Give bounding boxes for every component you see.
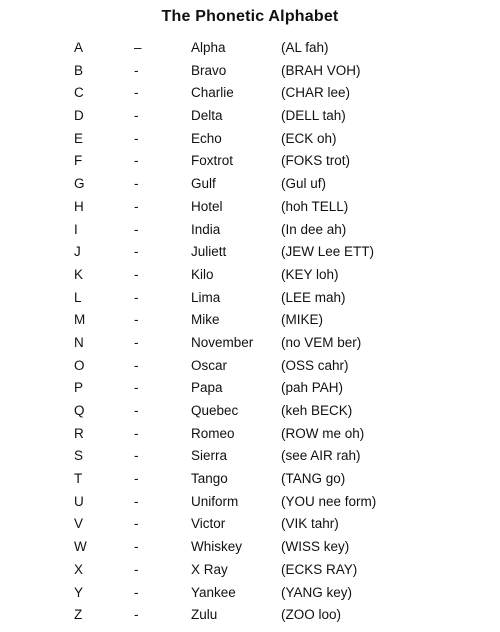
code-word-cell: Oscar [191,357,228,373]
letter-cell: Y [74,584,84,600]
pronunciation-cell: (WISS key) [281,539,350,555]
pronunciation-cell: (ECKS RAY) [281,561,358,577]
pronunciation-cell: (see AIR rah) [281,448,361,464]
dash-separator: - [134,607,139,623]
pronunciation-cell: (VIK tahr) [281,516,339,532]
table-row [0,378,500,401]
letter-cell: V [74,516,84,532]
pronunciation-cell: (ROW me oh) [281,425,365,441]
letter-cell: Z [74,607,83,623]
dash-separator: - [134,425,139,441]
dash-separator: - [134,493,139,509]
page-title: The Phonetic Alphabet [161,8,339,25]
code-word-cell: Sierra [191,448,228,464]
table-row [0,242,500,265]
dash-separator: - [134,539,139,555]
letter-cell: N [74,334,84,350]
letter-cell: M [74,312,86,328]
code-word-cell: Uniform [191,493,239,509]
code-word-cell: Tango [191,471,228,487]
dash-separator: - [134,312,139,328]
code-word-cell: Delta [191,108,223,124]
pronunciation-cell: (DELL tah) [281,108,346,124]
code-word-cell: Hotel [191,198,223,214]
table-row [0,469,500,492]
letter-cell: G [74,176,85,192]
table-row [0,424,500,447]
pronunciation-cell: (keh BECK) [281,403,353,418]
table-row [0,560,500,583]
dash-separator: - [134,130,139,146]
table-row [0,356,500,379]
code-word-cell: Echo [191,130,222,146]
code-word-cell: Quebec [191,403,239,418]
dash-separator: - [134,403,139,418]
phonetic-alphabet-table [0,38,500,628]
table-row [0,220,500,243]
dash-separator: - [134,471,139,487]
letter-cell: B [74,62,84,78]
table-row [0,83,500,106]
table-row [0,514,500,537]
pronunciation-cell: (ECK oh) [281,130,337,146]
table-row [0,151,500,174]
pronunciation-cell: (JEW Lee ETT) [281,244,375,260]
pronunciation-cell: (FOKS trot) [281,153,351,169]
dash-separator: - [134,561,139,577]
table-row [0,605,500,628]
letter-cell: P [74,380,84,396]
code-word-cell: Juliett [191,244,227,260]
dash-separator: - [134,221,139,237]
letter-cell: J [74,244,81,260]
dash-separator: - [134,266,139,282]
dash-separator: - [134,244,139,260]
pronunciation-cell: (AL fah) [281,40,329,55]
letter-cell: A [74,40,84,55]
dash-separator: – [134,40,142,55]
dash-separator: - [134,62,139,78]
code-word-cell: Bravo [191,62,227,78]
code-word-cell: Foxtrot [191,153,234,169]
table-row [0,174,500,197]
code-word-cell: Mike [191,312,220,328]
code-word-cell: Yankee [191,584,236,600]
table-row [0,61,500,84]
code-word-cell: Zulu [191,607,218,623]
table-row [0,492,500,515]
code-word-cell: Papa [191,380,223,396]
dash-separator: - [134,357,139,373]
table-row [0,333,500,356]
letter-cell: F [74,153,83,169]
table-row [0,288,500,311]
code-word-cell: Victor [191,516,226,532]
code-word-cell: Charlie [191,85,234,101]
pronunciation-cell: (YANG key) [281,584,353,600]
code-word-cell: X Ray [191,561,228,577]
pronunciation-cell: (MIKE) [281,312,323,328]
letter-cell: E [74,130,84,146]
dash-separator: - [134,516,139,532]
table-row [0,265,500,288]
pronunciation-cell: (BRAH VOH) [281,62,361,78]
letter-cell: T [74,471,83,487]
pronunciation-cell: (OSS cahr) [281,357,349,373]
dash-separator: - [134,198,139,214]
code-word-cell: Gulf [191,176,216,192]
table-row [0,38,500,61]
table-row [0,537,500,560]
pronunciation-cell: (ZOO loo) [281,607,342,623]
letter-cell: U [74,493,84,509]
code-word-cell: India [191,221,221,237]
letter-cell: R [74,425,84,441]
pronunciation-cell: (no VEM ber) [281,334,362,350]
code-word-cell: November [191,334,254,350]
dash-separator: - [134,334,139,350]
letter-cell: C [74,85,84,101]
code-word-cell: Kilo [191,266,214,282]
letter-cell: W [74,539,87,555]
dash-separator: - [134,448,139,464]
letter-cell: I [74,221,78,237]
pronunciation-cell: (Gul uf) [281,176,327,192]
code-word-cell: Whiskey [191,539,243,555]
table-row [0,583,500,606]
letter-cell: O [74,357,85,373]
code-word-cell: Lima [191,289,221,305]
pronunciation-cell: (hoh TELL) [281,198,349,214]
code-word-cell: Romeo [191,425,235,441]
dash-separator: - [134,289,139,305]
table-row [0,106,500,129]
table-row [0,129,500,152]
dash-separator: - [134,380,139,396]
table-row [0,446,500,469]
letter-cell: Q [74,403,85,418]
pronunciation-cell: (YOU nee form) [281,493,377,509]
pronunciation-cell: (pah PAH) [281,380,344,396]
letter-cell: H [74,198,84,214]
dash-separator: - [134,153,139,169]
pronunciation-cell: (In dee ah) [281,221,347,237]
table-row [0,197,500,220]
table-row [0,401,500,424]
letter-cell: D [74,108,84,124]
table-row [0,310,500,333]
dash-separator: - [134,108,139,124]
code-word-cell: Alpha [191,40,226,55]
letter-cell: L [74,289,82,305]
pronunciation-cell: (TANG go) [281,471,346,487]
dash-separator: - [134,584,139,600]
dash-separator: - [134,85,139,101]
letter-cell: S [74,448,84,464]
letter-cell: K [74,266,84,282]
pronunciation-cell: (KEY loh) [281,266,339,282]
pronunciation-cell: (CHAR lee) [281,85,351,101]
pronunciation-cell: (LEE mah) [281,289,346,305]
dash-separator: - [134,176,139,192]
letter-cell: X [74,561,84,577]
